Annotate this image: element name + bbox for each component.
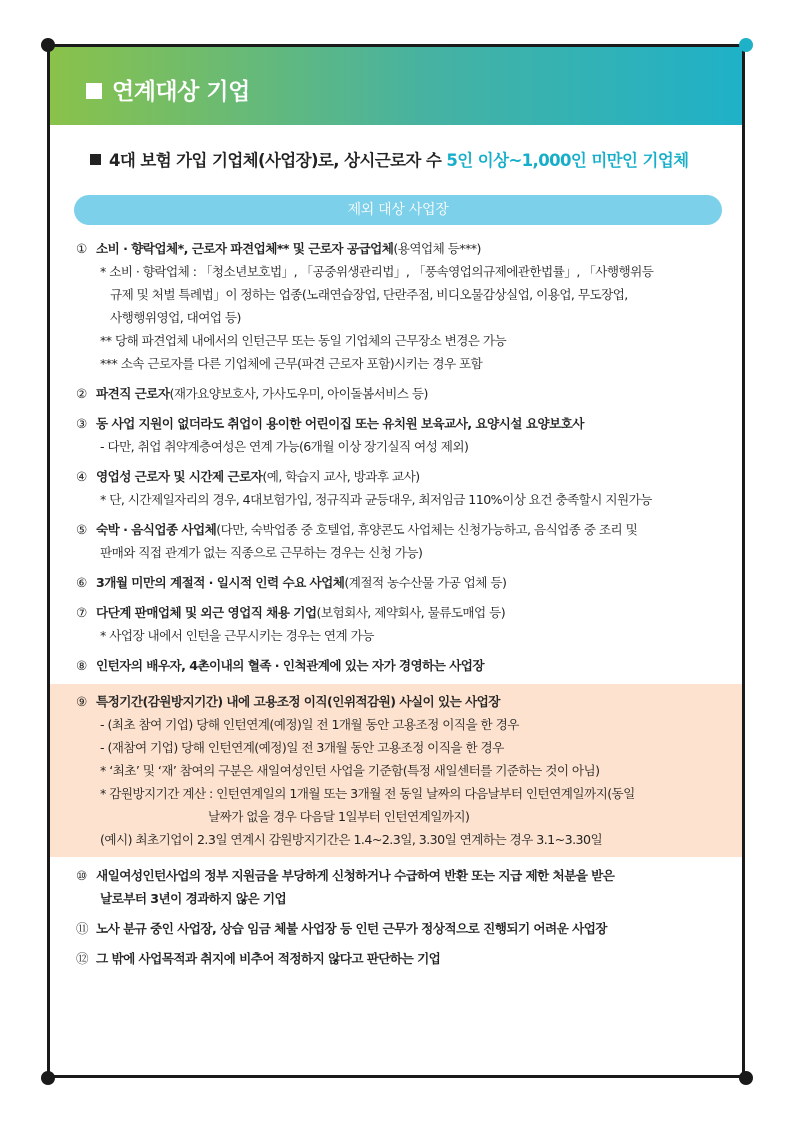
item-title: 영업성 근로자 및 시간제 근로자 xyxy=(96,469,263,484)
item-title: 3개월 미만의 계절적 · 일시적 인력 수요 사업체 xyxy=(96,575,345,590)
list-item xyxy=(76,917,722,940)
list-item xyxy=(76,864,722,910)
item-example: (예시) 최초기업이 2.3일 연계시 감원방지기간은 1.4~2.3일, 3.30일 연계하는 경우 3.1~3.30일 xyxy=(100,832,603,847)
item-number: ⑧ xyxy=(76,658,87,673)
headline xyxy=(90,147,689,171)
corner-dot-icon xyxy=(739,38,753,52)
square-bullet-icon xyxy=(86,83,102,99)
item-note: * ‘최초’ 및 ‘재’ 참여의 구분은 새일여성인턴 사업을 기준함(특정 새일센터를 기준하는 것이 아님) xyxy=(100,763,600,778)
item-title: 파견직 근로자 xyxy=(96,386,170,401)
item-title-continued: 날로부터 3년이 경과하지 않은 기업 xyxy=(100,891,287,906)
headline-prefix: 4대 보험 가입 기업체(사업장)로, 상시근로자 수 xyxy=(109,151,447,170)
item-note: - (최초 참여 기업) 당해 인턴연계(예정)일 전 1개월 동안 고용조정 이직을 한 경우 xyxy=(100,717,519,732)
item-detail: (재가요양보호사, 가사도우미, 아이돌봄서비스 등) xyxy=(169,386,428,401)
item-number: ③ xyxy=(76,416,87,431)
item-title: 특정기간(감원방지기간) 내에 고용조정 이직(인위적감원) 사실이 있는 사업장 xyxy=(96,694,500,709)
item-number: ⑤ xyxy=(76,522,87,537)
item-title: 노사 분규 중인 사업장, 상습 임금 체불 사업장 등 인턴 근무가 정상적으로 진행되기 어려운 사업장 xyxy=(96,921,607,936)
list-item xyxy=(76,601,722,647)
list-item xyxy=(76,654,722,677)
item-number: ① xyxy=(76,241,87,256)
item-detail: (다만, 숙박업종 중 호텔업, 휴양콘도 사업체는 신청가능하고, 음식업종 중 조리 및 xyxy=(216,522,638,537)
section-pill: 제외 대상 사업장 xyxy=(74,195,722,225)
item-note: * 소비 · 향락업체 : 「청소년보호법」, 「공중위생관리법」, 「풍속영업의규제에관한법률」, 「사행행위등 xyxy=(100,264,654,279)
list-item xyxy=(76,465,722,511)
header-title-text: 연계대상 기업 xyxy=(112,79,250,105)
item-note: * 단, 시간제일자리의 경우, 4대보험가입, 정규직과 균등대우, 최저임금 110%이상 요건 충족할시 지원가능 xyxy=(100,492,652,507)
item-note: * 사업장 내에서 인턴을 근무시키는 경우는 연계 가능 xyxy=(100,628,374,643)
item-note-continued: 날짜가 없을 경우 다음달 1일부터 인턴연계일까지) xyxy=(208,809,470,824)
item-note: *** 소속 근로자를 다른 기업체에 근무(파견 근로자 포함)시키는 경우 포함 xyxy=(100,356,483,371)
headline-highlight: 5인 이상~1,000인 미만인 기업체 xyxy=(446,151,689,170)
item-title: 소비 · 향락업체*, 근로자 파견업체** 및 근로자 공급업체 xyxy=(96,241,394,256)
item-title: 그 밖에 사업목적과 취지에 비추어 적정하지 않다고 판단하는 기업 xyxy=(96,951,441,966)
item-number: ⑫ xyxy=(76,951,89,966)
list-item xyxy=(76,412,722,458)
item-note: * 감원방지기간 계산 : 인턴연계일의 1개월 또는 3개월 전 동일 날짜의 다음날부터 인턴연계일까지(동일 xyxy=(100,786,635,801)
item-title: 새일여성인턴사업의 정부 지원금을 부당하게 신청하거나 수급하여 반환 또는 지급 제한 처분을 받은 xyxy=(96,868,615,883)
item-number: ⑪ xyxy=(76,921,89,936)
highlighted-item xyxy=(50,684,742,857)
page-frame xyxy=(47,44,745,1078)
item-note: 사행행위영업, 대여업 등) xyxy=(110,310,241,325)
square-bullet-icon xyxy=(90,154,101,165)
item-title: 인턴자의 배우자, 4촌이내의 혈족 · 인척관계에 있는 자가 경영하는 사업장 xyxy=(96,658,485,673)
header-title xyxy=(86,73,250,106)
item-title: 다단계 판매업체 및 외근 영업직 채용 기업 xyxy=(96,605,317,620)
item-detail-continued: 판매와 직접 관계가 없는 직종으로 근무하는 경우는 신청 가능) xyxy=(100,545,423,560)
item-detail: (계절적 농수산물 가공 업체 등) xyxy=(344,575,507,590)
item-number: ⑥ xyxy=(76,575,87,590)
exclusion-list xyxy=(76,237,722,977)
item-detail: (예, 학습지 교사, 방과후 교사) xyxy=(262,469,420,484)
item-number: ⑩ xyxy=(76,868,87,883)
item-number: ② xyxy=(76,386,87,401)
corner-dot-icon xyxy=(41,1071,55,1085)
item-detail: (보험회사, 제약회사, 물류도매업 등) xyxy=(316,605,506,620)
item-title: 숙박 · 음식업종 사업체 xyxy=(96,522,217,537)
corner-dot-icon xyxy=(739,1071,753,1085)
list-item xyxy=(76,382,722,405)
item-note: ** 당해 파견업체 내에서의 인턴근무 또는 동일 기업체의 근무장소 변경은 가능 xyxy=(100,333,507,348)
item-title: 동 사업 지원이 없더라도 취업이 용이한 어린이집 또는 유치원 보육교사, 요양시설 요양보호사 xyxy=(96,416,584,431)
item-number: ⑦ xyxy=(76,605,87,620)
item-note: - (재참여 기업) 당해 인턴연계(예정)일 전 3개월 동안 고용조정 이직을 한 경우 xyxy=(100,740,504,755)
list-item xyxy=(76,518,722,564)
corner-dot-icon xyxy=(41,38,55,52)
item-detail: (용역업체 등***) xyxy=(393,241,481,256)
list-item xyxy=(76,237,722,375)
item-number: ④ xyxy=(76,469,87,484)
item-note: - 다만, 취업 취약계층여성은 연계 가능(6개월 이상 장기실직 여성 제외) xyxy=(100,439,469,454)
list-item xyxy=(76,947,722,970)
header-bar xyxy=(50,47,742,125)
list-item xyxy=(76,571,722,594)
item-note: 규제 및 처벌 특례법」이 정하는 업종(노래연습장업, 단란주점, 비디오물감상실업, 이용업, 무도장업, xyxy=(110,287,628,302)
item-number: ⑨ xyxy=(76,694,87,709)
